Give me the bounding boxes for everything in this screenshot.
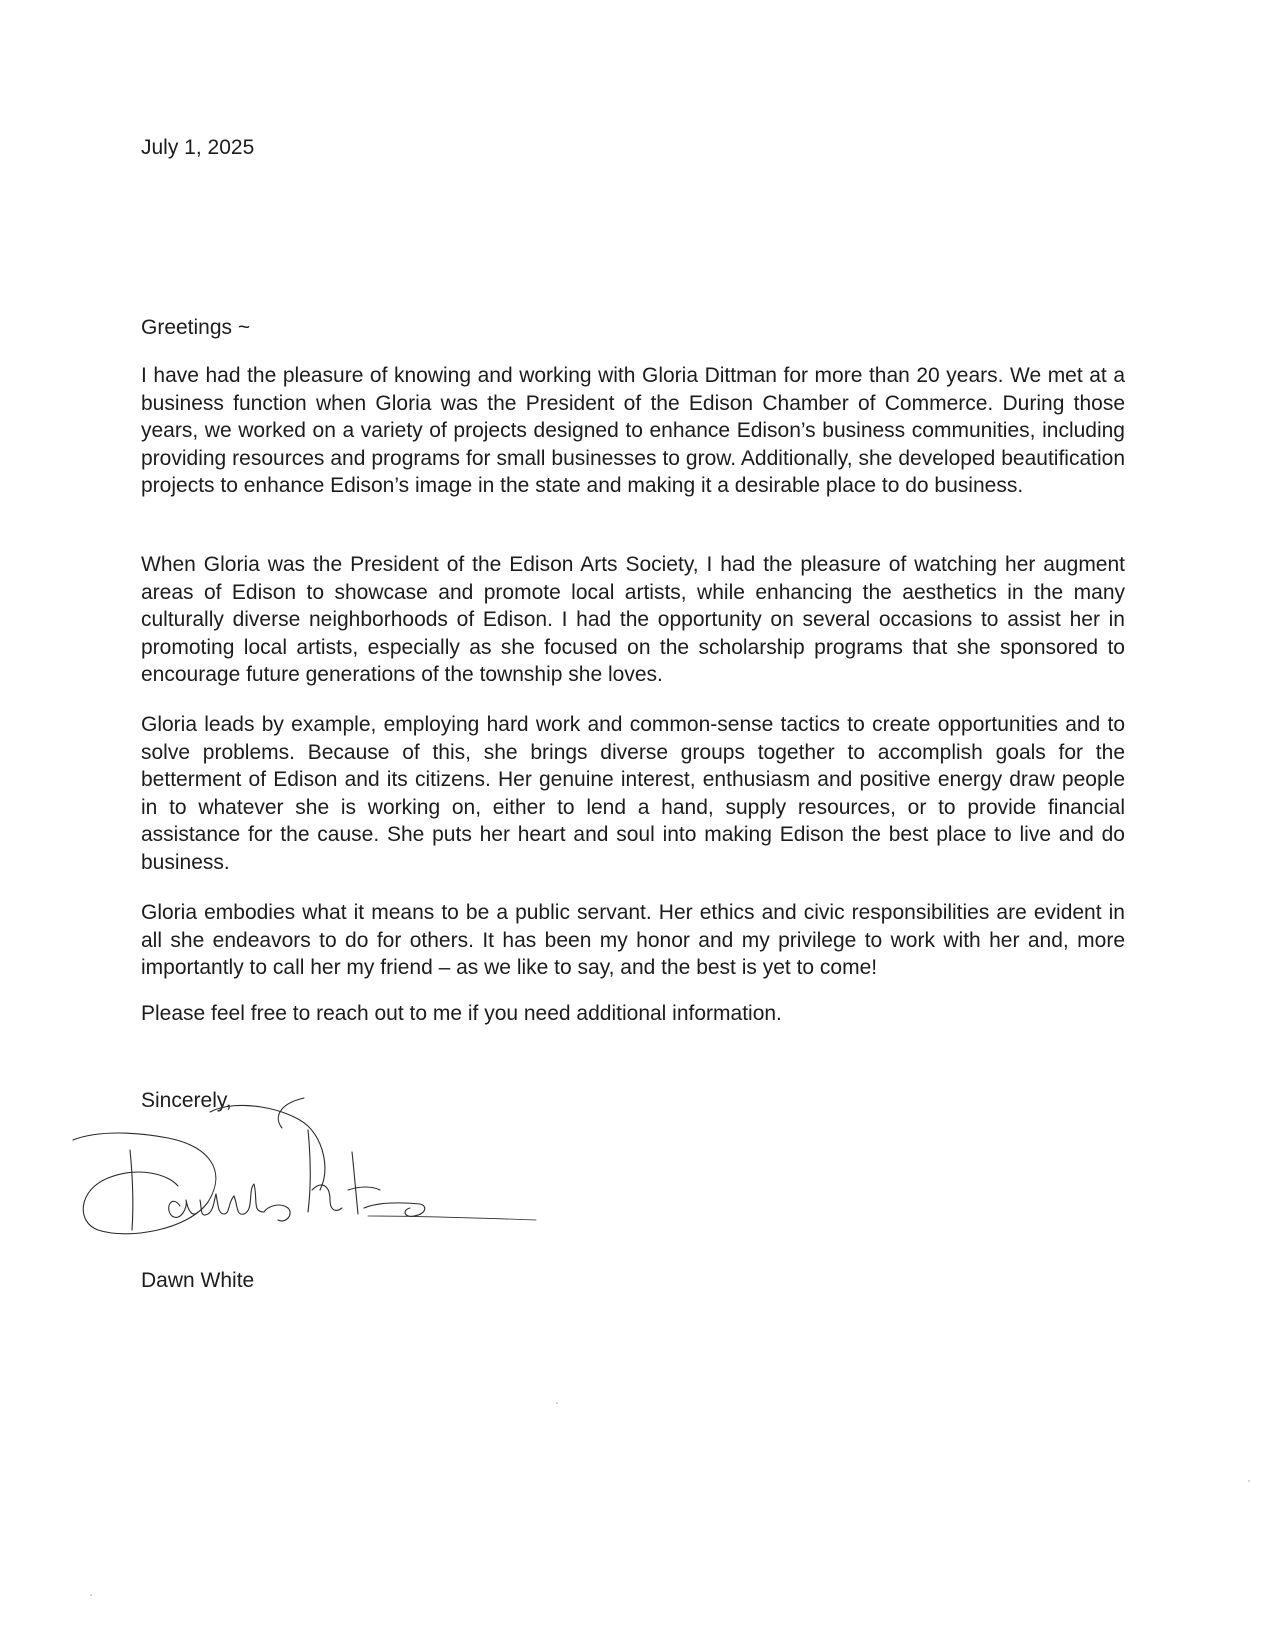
letter-paragraph-5: Please feel free to reach out to me if you need additional information.: [141, 1002, 782, 1025]
letter-greeting: Greetings ~: [141, 316, 251, 339]
letter-paragraph-1: I have had the pleasure of knowing and working with Gloria Dittman for more than 20 years. We met at a business function when Gloria was the President of the Edison Chamber of Commerce. During those years, we worked on a variety of projects designed to enhance Edison’s business communities, including providing resources and programs for small businesses to grow. Additionally, she developed beautification projects to enhance Edison’s image in the state and making it a desirable place to do business.: [141, 364, 1125, 497]
scan-speck: [1248, 1480, 1250, 1482]
scan-speck: [90, 1594, 92, 1596]
letter-paragraph-3: Gloria leads by example, employing hard work and common-sense tactics to create opportunities and to solve problems. Because of this, she brings diverse groups together to accomplish goals for the betterment of Edison and its citizens. Her genuine interest, enthusiasm and positive energy draw people in to whatever she is working on, either to lend a hand, supply resources, or to provide financial assistance for the cause. She puts her heart and soul into making Edison the best place to live and do business.: [141, 713, 1125, 874]
letter-closing: Sincerely,: [141, 1089, 232, 1112]
signer-name: Dawn White: [141, 1269, 255, 1292]
handwritten-signature: [68, 1090, 538, 1250]
letter-paragraph-2: When Gloria was the President of the Edison Arts Society, I had the pleasure of watching her augment areas of Edison to showcase and promote local artists, while enhancing the aesthetics in the many culturally diverse neighborhoods of Edison. I had the opportunity on several occasions to assist her in promoting local artists, especially as she focused on the scholarship programs that she sponsored to encourage future generations of the township she loves.: [141, 553, 1125, 686]
scan-speck: [556, 1402, 558, 1404]
letter-paragraph-4: Gloria embodies what it means to be a public servant. Her ethics and civic responsibilities are evident in all she endeavors to do for others. It has been my honor and my privilege to work with her and, more importantly to call her my friend – as we like to say, and the best is yet to come!: [141, 901, 1125, 979]
letter-date: July 1, 2025: [141, 136, 255, 159]
